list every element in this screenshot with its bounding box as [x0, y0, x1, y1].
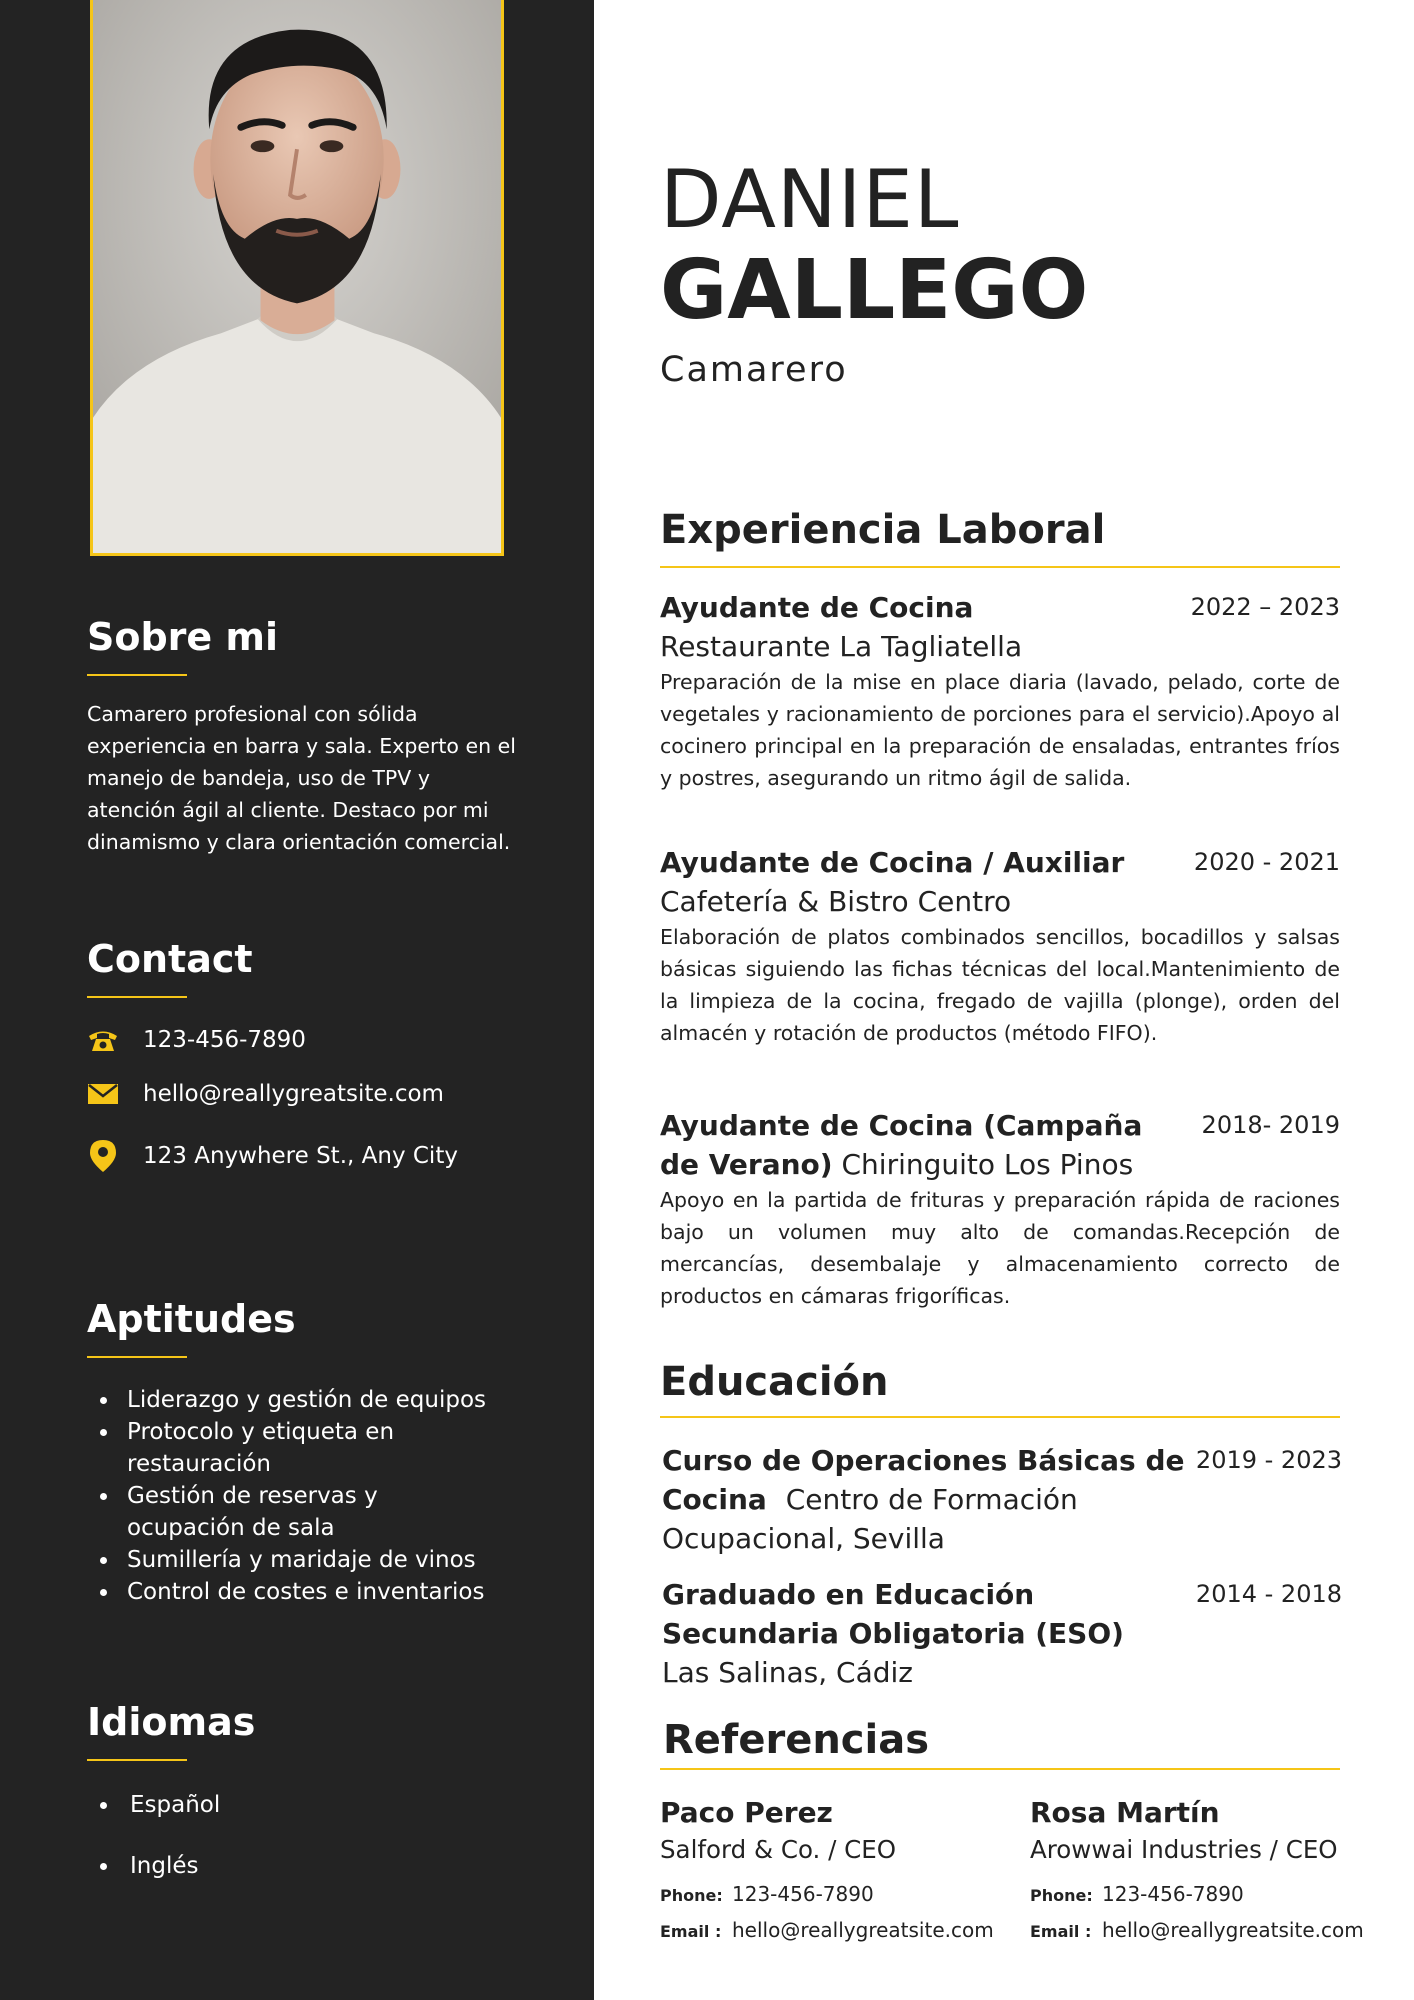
experience-divider: [660, 566, 1340, 568]
references-heading: Referencias: [663, 1717, 930, 1763]
reference-card: [660, 1794, 1000, 1946]
languages-divider: [87, 1759, 187, 1761]
reference-phone-row: [660, 1882, 1000, 1910]
skill-item: Gestión de reservas y ocupación de sala: [87, 1480, 407, 1544]
education-institution: Centro de Formación: [785, 1483, 1078, 1516]
last-name: GALLEGO: [660, 243, 1089, 338]
sidebar: [0, 0, 594, 2000]
experience-description: Apoyo en la partida de frituras y preparación rápida de raciones bajo un volumen muy alto de comandas.Recepción de mercancías, desembalaje y almacenamiento correcto de productos en cámaras frigoríficas.: [660, 1188, 1340, 1308]
reference-phone-label: Phone:: [1030, 1886, 1093, 1905]
first-name: DANIEL: [660, 153, 960, 246]
contact-email[interactable]: [87, 1074, 527, 1114]
education-years: 2014 - 2018: [1195, 1580, 1342, 1608]
languages-heading: Idiomas: [87, 1700, 256, 1744]
experience-entry: [660, 588, 1340, 794]
references-divider: [660, 1768, 1340, 1770]
experience-description: Preparación de la mise en place diaria (lavado, pelado, corte de vegetales y racionamiento de porciones para el servicio).Apoyo al cocinero principal en la preparación de ensaladas, entrantes fríos y postres, asegurando un ritmo ágil de salida.: [660, 670, 1340, 790]
email-icon: [87, 1078, 119, 1110]
education-degree-continued: Cocina: [662, 1483, 767, 1516]
education-institution-continued: Ocupacional, Sevilla: [662, 1522, 945, 1555]
education-entry: [662, 1441, 1342, 1558]
skill-item: Sumillería y maridaje de vinos: [87, 1544, 527, 1576]
contact-list: [87, 1020, 527, 1176]
about-text: Camarero profesional con sólida experiencia en barra y sala. Experto en el manejo de bandeja, uso de TPV y atención ágil al cliente. Destaco por mi dinamismo y clara orientación comercial.: [87, 702, 516, 854]
reference-name: Rosa Martín: [1030, 1796, 1220, 1829]
language-item: Inglés: [87, 1850, 527, 1882]
reference-name: Paco Perez: [660, 1796, 833, 1829]
reference-email-row: [660, 1918, 1000, 1946]
education-degree-continued: Secundaria Obligatoria (ESO): [662, 1617, 1124, 1650]
skills-section: [87, 1297, 527, 1608]
profile-photo: [90, 0, 504, 556]
phone-icon: [87, 1024, 119, 1056]
experience-role: Ayudante de Cocina / Auxiliar: [660, 846, 1125, 879]
contact-phone-text: 123-456-7890: [143, 1027, 306, 1053]
experience-years: 2018- 2019: [1201, 1111, 1340, 1139]
experience-entry: [660, 843, 1340, 1049]
main-content: [660, 0, 1364, 2000]
education-institution: Las Salinas, Cádiz: [662, 1656, 913, 1689]
reference-phone-label: Phone:: [660, 1886, 723, 1905]
experience-company: Cafetería & Bistro Centro: [660, 885, 1012, 918]
skills-divider: [87, 1356, 187, 1358]
reference-phone-row: [1030, 1882, 1370, 1910]
experience-description: Elaboración de platos combinados sencillos, bocadillos y salsas básicas siguiendo las fichas técnicas del local.Mantenimiento de la limpieza de la cocina, fregado de vajilla (plonge), orden del almacén y rotación de productos (método FIFO).: [660, 925, 1340, 1045]
contact-address-text: 123 Anywhere St., Any City: [143, 1143, 458, 1169]
contact-heading: Contact: [87, 937, 253, 981]
reference-email[interactable]: hello@reallygreatsite.com: [732, 1918, 994, 1942]
job-title: Camarero: [660, 350, 848, 390]
location-pin-icon: [87, 1140, 119, 1172]
portrait-illustration: [93, 0, 501, 553]
education-years: 2019 - 2023: [1195, 1446, 1342, 1474]
reference-company: Arowwai Industries / CEO: [1030, 1835, 1338, 1864]
skills-heading: Aptitudes: [87, 1297, 296, 1341]
experience-company: Chiringuito Los Pinos: [841, 1148, 1134, 1181]
education-entry: [662, 1575, 1342, 1692]
languages-list: [87, 1789, 527, 1882]
reference-company: Salford & Co. / CEO: [660, 1835, 897, 1864]
about-section: [87, 615, 527, 858]
reference-card: [1030, 1794, 1370, 1946]
experience-role: Ayudante de Cocina (Campaña: [660, 1109, 1143, 1142]
experience-years: 2022 – 2023: [1190, 593, 1340, 621]
languages-section: [87, 1700, 527, 1911]
about-divider: [87, 674, 187, 676]
skill-item: Protocolo y etiqueta en restauración: [87, 1416, 427, 1480]
skills-list: [87, 1384, 527, 1608]
experience-role: Ayudante de Cocina: [660, 591, 974, 624]
education-heading: Educación: [660, 1359, 889, 1405]
experience-role-continued: de Verano): [660, 1148, 833, 1181]
reference-email-label: Email :: [660, 1922, 722, 1941]
skill-item: Control de costes e inventarios: [87, 1576, 527, 1608]
reference-email-label: Email :: [1030, 1922, 1092, 1941]
contact-phone[interactable]: [87, 1020, 527, 1060]
contact-email-text: hello@reallygreatsite.com: [143, 1081, 444, 1107]
experience-heading: Experiencia Laboral: [660, 507, 1106, 553]
contact-section: [87, 937, 527, 1176]
experience-years: 2020 - 2021: [1193, 848, 1340, 876]
skill-item: Liderazgo y gestión de equipos: [87, 1384, 527, 1416]
reference-email[interactable]: hello@reallygreatsite.com: [1102, 1918, 1364, 1942]
education-degree: Curso de Operaciones Básicas de: [662, 1444, 1185, 1477]
experience-entry: [660, 1106, 1340, 1312]
reference-email-row: [1030, 1918, 1370, 1946]
contact-divider: [87, 996, 187, 998]
education-degree: Graduado en Educación: [662, 1578, 1035, 1611]
education-divider: [660, 1416, 1340, 1418]
about-heading: Sobre mi: [87, 615, 279, 659]
reference-phone: 123-456-7890: [1102, 1882, 1244, 1906]
experience-company: Restaurante La Tagliatella: [660, 630, 1023, 663]
language-item: Español: [87, 1789, 527, 1821]
reference-phone: 123-456-7890: [732, 1882, 874, 1906]
contact-address: [87, 1136, 527, 1176]
